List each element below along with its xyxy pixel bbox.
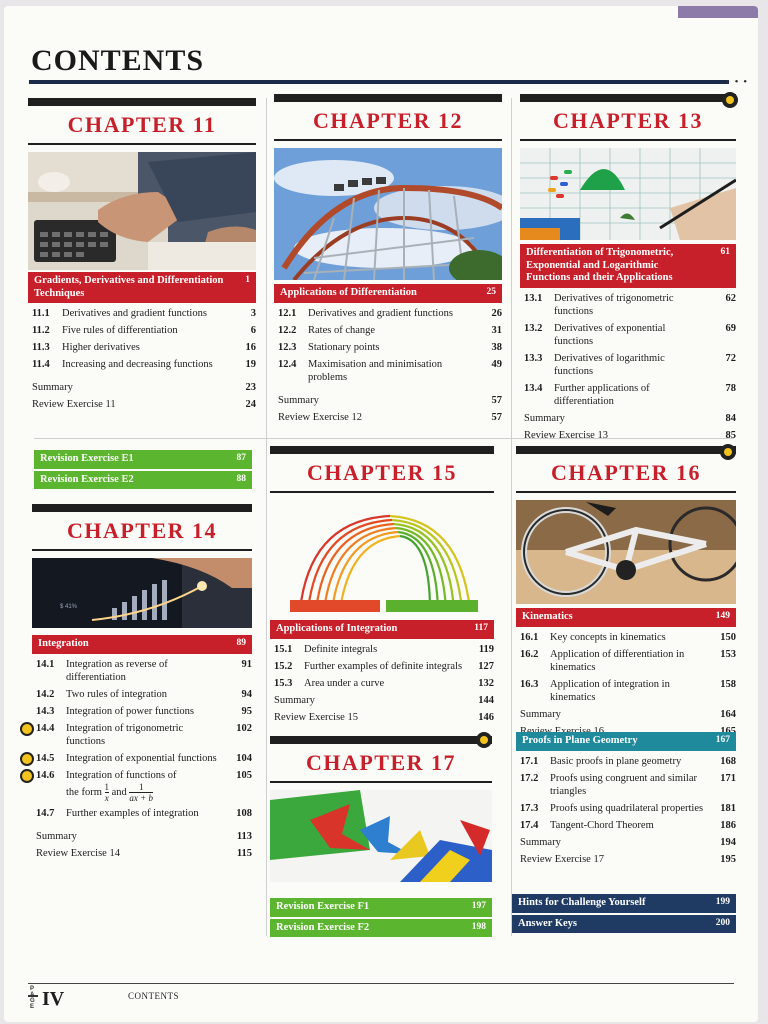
fraction: $\frac{1}{x}$ — [104, 781, 109, 803]
challenge-badge-icon — [20, 722, 34, 736]
revision-item[interactable]: Revision Exercise E1 87 — [34, 450, 252, 469]
toc-item[interactable]: 17.3 Proofs using quadrilateral properties 181 — [520, 802, 736, 814]
chapter-13 — [520, 94, 736, 446]
challenge-badge-icon — [720, 444, 736, 460]
toc-summary[interactable]: Summary 164 — [520, 708, 736, 720]
revision-item[interactable]: Revision Exercise F1 197 — [270, 898, 492, 917]
toc-item[interactable]: 17.2 Proofs using congruent and similar triangles 171 — [520, 772, 736, 797]
extras — [512, 894, 736, 933]
chapter-image-bicycle — [516, 500, 736, 604]
fraction: $\frac{1}{ax + b}$ — [129, 781, 153, 803]
chapter-image-rollercoaster — [274, 148, 502, 280]
chapter-title: CHAPTER 13 — [520, 102, 736, 141]
toc-summary[interactable]: Summary 23 — [32, 382, 256, 394]
toc-item[interactable]: 14.7 Further examples of integration 108 — [36, 807, 252, 819]
page-label: PAGE — [30, 986, 35, 1010]
toc-list — [270, 643, 494, 724]
toc-review[interactable]: Review Exercise 14 115 — [36, 847, 252, 859]
toc-item[interactable]: 14.3 Integration of power functions 95 — [36, 705, 252, 717]
footer-section-name: CONTENTS — [128, 991, 179, 1001]
toc-item[interactable]: 13.2 Derivatives of exponential functions 69 — [524, 322, 736, 347]
challenge-badge-icon — [476, 732, 492, 748]
chapter-17 — [270, 736, 492, 882]
chapter-title: CHAPTER 12 — [274, 102, 502, 141]
chapter-17-toc — [516, 732, 736, 870]
toc-item[interactable]: 16.2 Application of differentiation in kinematics 153 — [520, 648, 736, 673]
toc-item[interactable]: 14.4 Integration of trigonometric functions 102 — [32, 722, 252, 748]
chapter-14 — [32, 504, 252, 864]
chapter-band: Differentiation of Trigonometric, Exponential and Logarithmic Functions and their Applications 61 — [520, 244, 736, 288]
chapter-image-graph-paper — [520, 148, 736, 240]
chapter-title: CHAPTER 15 — [270, 454, 494, 493]
chapter-image-growth — [32, 558, 252, 628]
chapter-band: Kinematics 149 — [516, 608, 736, 627]
chapter-16 — [516, 446, 736, 742]
challenge-badge-icon — [20, 769, 34, 783]
chapter-11 — [28, 98, 256, 415]
chapter-band: Applications of Differentiation 25 — [274, 284, 502, 303]
toc-item[interactable]: 15.3 Area under a curve 132 — [274, 677, 494, 689]
toc-summary[interactable]: Summary 113 — [36, 830, 252, 842]
challenge-badge-icon — [722, 92, 738, 108]
page: CONTENTS • • • CHAPTER 11 Gradients, Derivatives and Differentiation Techniques 1 11.1 Derivatives and gradient functions 3 11.2 Five rules of differentiation 6 11.3 Higher derivatives 16 11.4 Increasing and decreasing functions 19 Summary 23 Review Exercise 11 24 CHAPTER 12 Applications of Differentiation 25 12.1 Derivatives and gradient functions 26 12.2 Rates of change 31 12.3 Stationary points 38 12.4 Maximisation and minimisation problems 49 Summary 57 Review Exercise 12 57 CHAPTER 13 Differentiation of Trigonometric, Exponential and Logarithmic Functions and their Applications 61 13.1 Derivatives of trigonometric functions 62 13.2 Derivatives of exponential functions 69 13.3 Derivatives of logarithmic functions 72 13.4 Further applications of differentiation 78 Summary 84 Review Exercise 13 85 Revision Exercise E1 87 Revision Exercise E2 88 CHAPTER 14 $ 41% Integration 89 14.1 Integration as reverse of differentiation 91 14.2 Two rules of integration 94 14.3 Integration of power functions 95 14.4 Integration of trigonometric functions 102 14.5 Integration of exponential functions 104 14.6 Integration of functions of the form $\frac{1}{x}$ and $\frac{1}{ax + b}$ 105 14.7 Further examples of integration 108 Summary 113 Review Exercise 14 115 CHAPTER 15 Applications of Integration 117 15.1 Definite integrals 119 15.2 Further examples of definite integrals 127 15.3 Area under a curve 132 Summary 144 Review Exercise 15 146 CHAPTER 16 Kinematics 149 16.1 Key concepts in kinematics 150 16.2 Application of differentiation in kinematics 153 16.3 Application of integration in kinematics 158 Summary 164 CHAPTER 17 Proofs in Plane Geometry 167 17.1 Basic proofs in plane geometry 168 17.2 Proofs using congruent and similar triangles 171 17.3 Proofs using quadrilateral properties 181 17.4 Tangent-Chord Theorem 186 Summary 194 Review Exercise 17 195 Revision Exercise F1 197 Revision Exercise F2 198 Hints for Challenge Yourself 199 Answer Keys 200 PAGE IV CONTENTS — [4, 6, 758, 1022]
chapter-image-origami — [270, 790, 492, 882]
chapter-15 — [270, 446, 494, 728]
toc-summary[interactable]: Summary 194 — [520, 836, 736, 848]
chapter-band: Integration 89 — [32, 635, 252, 654]
chapter-12 — [274, 94, 502, 428]
toc-item[interactable]: 17.4 Tangent-Chord Theorem 186 — [520, 819, 736, 831]
toc-item[interactable]: 14.2 Two rules of integration 94 — [36, 688, 252, 700]
toc-summary[interactable]: Summary 144 — [274, 694, 494, 706]
chapter-image-slinky — [270, 500, 494, 616]
toc-item[interactable]: 12.3 Stationary points 38 — [278, 341, 502, 353]
toc-list — [274, 307, 502, 424]
toc-list — [520, 292, 736, 442]
chapter-title: CHAPTER 17 — [270, 744, 492, 783]
toc-item[interactable]: 15.2 Further examples of definite integrals 127 — [274, 660, 494, 672]
toc-review[interactable]: Review Exercise 13 85 — [524, 429, 736, 441]
toc-item[interactable]: 17.1 Basic proofs in plane geometry 168 — [520, 755, 736, 767]
chapter-band: Applications of Integration 117 — [270, 620, 494, 639]
toc-item[interactable]: 11.4 Increasing and decreasing functions 19 — [32, 359, 256, 371]
challenge-badge-icon — [20, 752, 34, 766]
chapter-image-calculator — [28, 152, 256, 270]
toc-review[interactable]: Review Exercise 11 24 — [32, 399, 256, 411]
toc-item[interactable]: 14.1 Integration as reverse of differentiation 91 — [36, 658, 252, 683]
extras-item[interactable]: Answer Keys 200 — [512, 915, 736, 934]
toc-item[interactable]: 14.6 Integration of functions of the form $\frac{1}{x}$ and $\frac{1}{ax + b}$ 105 — [32, 769, 252, 803]
toc-item[interactable]: 12.2 Rates of change 31 — [278, 324, 502, 336]
revision-item[interactable]: Revision Exercise E2 88 — [34, 471, 252, 490]
svg-text:$ 41%: $ 41% — [60, 604, 78, 610]
toc-item[interactable]: 13.3 Derivatives of logarithmic functions 72 — [524, 352, 736, 377]
toc-list — [516, 755, 736, 866]
toc-list — [28, 307, 256, 411]
toc-review[interactable]: Review Exercise 17 195 — [520, 853, 736, 865]
chapter-title: CHAPTER 14 — [32, 512, 252, 551]
toc-item[interactable]: 11.1 Derivatives and gradient functions 3 — [32, 308, 256, 320]
revision-item[interactable]: Revision Exercise F2 198 — [270, 919, 492, 938]
extras-item[interactable]: Hints for Challenge Yourself 199 — [512, 894, 736, 913]
toc-review[interactable]: Review Exercise 15 146 — [274, 711, 494, 723]
title-rule — [29, 80, 729, 84]
toc-item[interactable]: 11.3 Higher derivatives 16 — [32, 342, 256, 354]
toc-item[interactable]: 12.4 Maximisation and minimisation problems 49 — [278, 358, 502, 383]
toc-summary[interactable]: Summary 84 — [524, 412, 736, 424]
toc-item[interactable]: 13.4 Further applications of differentiation 78 — [524, 382, 736, 407]
page-number: IV — [42, 988, 65, 1010]
toc-list — [32, 658, 252, 860]
page-title: CONTENTS — [31, 44, 205, 77]
toc-item[interactable]: 11.2 Five rules of differentiation 6 — [32, 325, 256, 337]
chapter-title: CHAPTER 11 — [28, 106, 256, 145]
chapter-band: Proofs in Plane Geometry 167 — [516, 732, 736, 751]
toc-review[interactable]: Review Exercise 12 57 — [278, 411, 502, 423]
toc-item[interactable]: 16.1 Key concepts in kinematics 150 — [520, 631, 736, 643]
toc-item[interactable]: 13.1 Derivatives of trigonometric functions 62 — [524, 292, 736, 317]
revision-f — [270, 898, 492, 937]
chapter-title: CHAPTER 16 — [516, 454, 736, 493]
revision-e — [34, 450, 252, 489]
toc-item[interactable]: 16.3 Application of integration in kinematics 158 — [520, 678, 736, 703]
toc-summary[interactable]: Summary 57 — [278, 394, 502, 406]
toc-item[interactable]: 14.5 Integration of exponential functions 104 — [32, 752, 252, 765]
toc-item[interactable]: 15.1 Definite integrals 119 — [274, 643, 494, 655]
toc-item[interactable]: 12.1 Derivatives and gradient functions 26 — [278, 307, 502, 319]
chapter-band: Gradients, Derivatives and Differentiation Techniques 1 — [28, 272, 256, 303]
toc-list — [516, 631, 736, 738]
